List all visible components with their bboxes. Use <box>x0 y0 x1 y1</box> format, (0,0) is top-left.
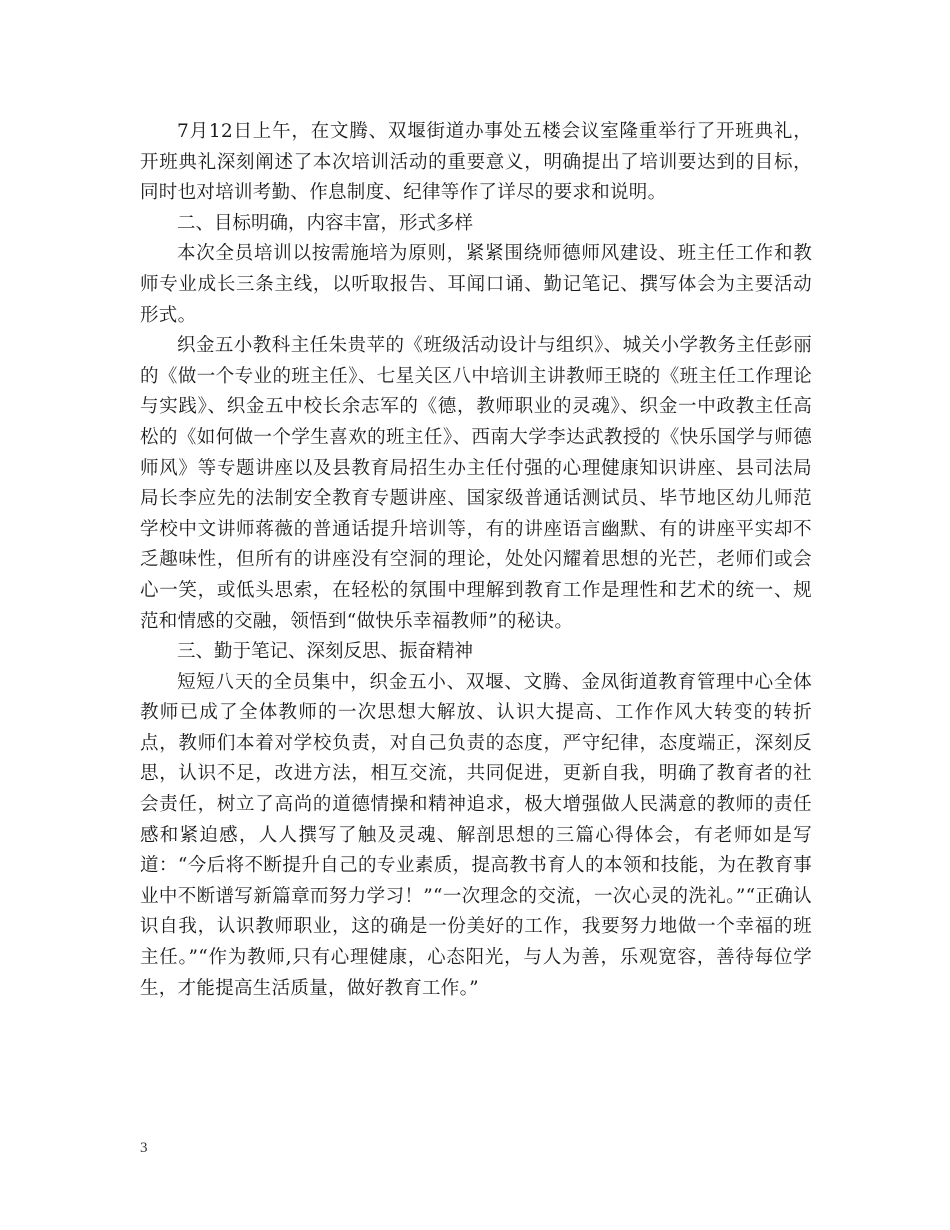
paragraph-training-principle: 本次全员培训以按需施培为原则，紧紧围绕师德师风建设、班主任工作和教师专业成长三条主线，以听取报告、耳闻口诵、勤记笔记、撰写体会为主要活动形式。 <box>140 243 812 326</box>
paragraph-reflection: 短短八天的全员集中，织金五小、双堰、文腾、金凤街道教育管理中心全体教师已成了全体教师的一次思想大解放、认识大提高、工作作风大转变的转折点，教师们本着对学校负责，对自己负责的态度，严守纪律，态度端正，深刻反思，认识不足，改进方法，相互交流，共同促进，更新自我，明确了教育者的社会责任，树立了高尚的道德情操和精神追求，极大增强做人民满意的教师的责任感和紧迫感，人人撰写了触及灵魂、解剖思想的三篇心得体会，有老师如是写道：“今后将不断提升自己的专业素质，提高教书育人的本领和技能，为在教育事业中不断谱写新篇章而努力学习！”“一次理念的交流，一次心灵的洗礼。”“正确认识自我，认识教师职业，这的确是一份美好的工作，我要努力地做一个幸福的班主任。”“作为教师,只有心理健康，心态阳光，与人为善，乐观宽容，善待每位学生，才能提高生活质量，做好教育工作。” <box>140 671 812 999</box>
document-body <box>140 117 812 1004</box>
section-heading-3: 三、勤于笔记、深刻反思、振奋精神 <box>177 641 474 663</box>
page-number: 3 <box>140 1140 148 1156</box>
section-heading-2: 二、目标明确，内容丰富，形式多样 <box>177 212 474 234</box>
paragraph-opening-ceremony: 7月12日上午，在文腾、双堰街道办事处五楼会议室隆重举行了开班典礼，开班典礼深刻阐述了本次培训活动的重要意义，明确提出了培训要达到的目标，同时也对培训考勤、作息制度、纪律等作了详尽的要求和说明。 <box>140 121 812 204</box>
paragraph-lectures: 织金五小教科主任朱贵苹的《班级活动设计与组织》、城关小学教务主任彭丽的《做一个专业的班主任》、七星关区八中培训主讲教师王晓的《班主任工作理论与实践》、织金五中校长余志军的《德，教师职业的灵魂》、织金一中政教主任高松的《如何做一个学生喜欢的班主任》、西南大学李达武教授的《快乐国学与师德师风》等专题讲座以及县教育局招生办主任付强的心理健康知识讲座、县司法局局长李应先的法制安全教育专题讲座、国家级普通话测试员、毕节地区幼儿师范学校中文讲师蒋薇的普通话提升培训等，有的讲座语言幽默、有的讲座平实却不乏趣味性，但所有的讲座没有空洞的理论，处处闪耀着思想的光芒，老师们或会心一笑，或低头思索，在轻松的氛围中理解到教育工作是理性和艺术的统一、规范和情感的交融，领悟到“做快乐幸福教师”的秘诀。 <box>140 335 812 632</box>
